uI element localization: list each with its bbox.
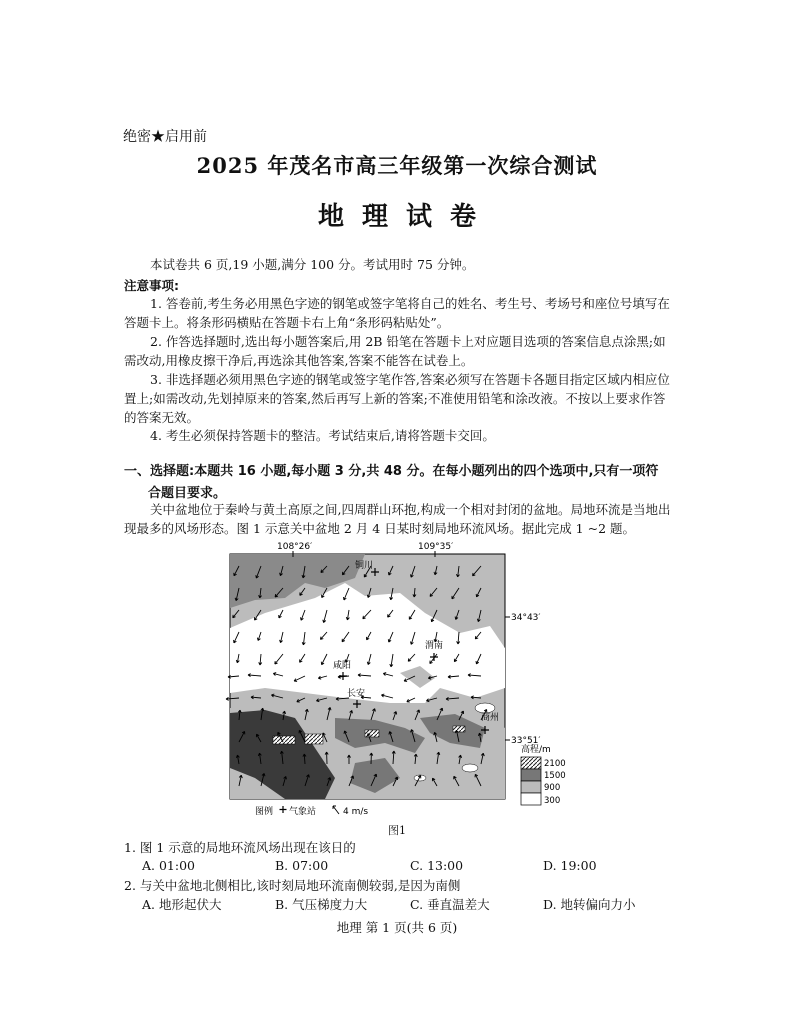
lat-label-2: 33°51′: [511, 736, 541, 746]
section-heading: 一、选择题:本题共 16 小题,每小题 3 分,共 48 分。在每小题列出的四个选项中,只有一项符: [124, 464, 659, 479]
legend-station: 气象站: [289, 807, 317, 817]
confidential-mark: 绝密★启用前: [123, 129, 207, 145]
place-weinan: 渭南: [425, 641, 444, 651]
question-1-option-a[interactable]: A. 01:00: [142, 858, 195, 873]
question-2-stem: 2. 与关中盆地北侧相比,该时刻局地环流南侧较弱,是因为南侧: [124, 878, 461, 893]
station-icon: [280, 806, 287, 813]
question-2-option-b[interactable]: B. 气压梯度力大: [275, 897, 368, 912]
notice-item-1: 1. 答卷前,考生务必用黑色字迹的钢笔或签字笔将自己的姓名、考生号、考场号和座位号填写在答题卡上。将条形码横贴在答题卡右上角“条形码粘贴处”。: [124, 296, 670, 330]
wind-field-map: [225, 538, 575, 820]
page-footer: 地理 第 1 页(共 6 页): [336, 920, 458, 935]
map-svg: [225, 538, 575, 820]
question-2-option-c[interactable]: C. 垂直温差大: [410, 897, 490, 912]
legend-swatch-2100: [521, 757, 541, 769]
legend-value-1500: 1500: [544, 771, 566, 781]
lon-label-2: 109°35′: [418, 542, 454, 552]
map-area: [230, 554, 505, 799]
lon-label-1: 108°26′: [277, 542, 313, 552]
exam-title: 2025 年茂名市高三年级第一次综合测试: [196, 153, 598, 178]
wind-arrow-icon: [333, 806, 339, 814]
legend-value-2100: 2100: [544, 759, 566, 769]
notice-heading: 注意事项:: [124, 278, 179, 293]
notice-item-2: 2. 作答选择题时,选出每小题答案后,用 2B 铅笔在答题卡上对应题目选项的答案信息点涂黑;如需改动,用橡皮擦干净后,再选涂其他答案,答案不能答在试卷上。: [124, 334, 666, 368]
legend-swatch-900: [521, 781, 541, 793]
question-1-stem: 1. 图 1 示意的局地环流风场出现在该日的: [124, 840, 356, 855]
exam-intro: 本试卷共 6 页,19 小题,满分 100 分。考试用时 75 分钟。: [150, 257, 475, 272]
symbol-legend: [255, 805, 368, 817]
section-heading-cont: 合题目要求。: [148, 486, 227, 501]
question-1-option-c[interactable]: C. 13:00: [410, 858, 464, 873]
place-shangzhou: 商州: [481, 713, 500, 723]
question-1-option-b[interactable]: B. 07:00: [275, 858, 329, 873]
question-1-option-d[interactable]: D. 19:00: [543, 858, 597, 873]
legend-value-900: 900: [544, 783, 561, 793]
notice-item-3: 3. 非选择题必须用黑色字迹的钢笔或签字笔作答,答案必须写在答题卡各题目指定区域内相应位置上;如需改动,先划掉原来的答案,然后再写上新的答案;不准使用铅笔和涂改液。不按以上要求作答的答案无效。: [124, 372, 670, 425]
lat-label-1: 34°43′: [511, 613, 541, 623]
place-changan: 长安: [347, 689, 366, 699]
question-2-option-a[interactable]: A. 地形起伏大: [142, 897, 222, 912]
place-tongchuan: 铜川: [355, 561, 374, 571]
legend-prefix: 图例: [255, 807, 274, 817]
legend-wind: 4 m/s: [343, 807, 369, 817]
legend-swatch-1500: [521, 769, 541, 781]
subject-title: 地理试卷: [317, 202, 494, 232]
elevation-legend: [521, 743, 566, 806]
question-2-option-d[interactable]: D. 地转偏向力小: [543, 897, 636, 912]
reading-passage: 关中盆地位于秦岭与黄土高原之间,四周群山环抱,构成一个相对封闭的盆地。局地环流是当地出现最多的风场形态。图 1 示意关中盆地 2 月 4 日某时刻局地环流风场。据此完成 1 ~2 题。: [124, 502, 671, 536]
legend-swatch-300: [521, 793, 541, 805]
figure-caption: 图1: [388, 824, 406, 837]
legend-value-300: 300: [544, 796, 561, 806]
legend-title: 高程/m: [521, 745, 551, 755]
notice-item-4: 4. 考生必须保持答题卡的整洁。考试结束后,请将答题卡交回。: [150, 428, 495, 443]
place-xianyang: 咸阳: [333, 661, 352, 671]
